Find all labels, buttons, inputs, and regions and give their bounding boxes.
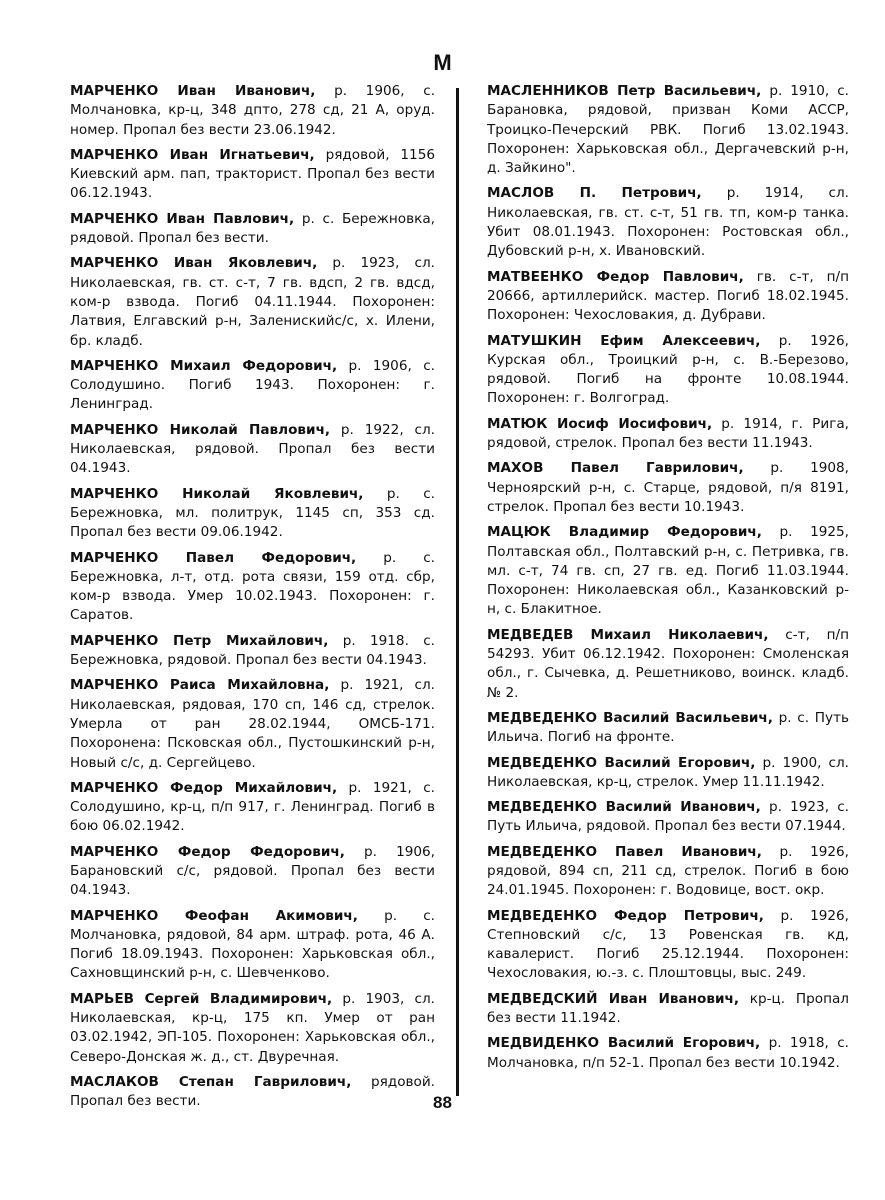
entry-text: р. 1922, сл. Николаевская, рядовой. Пропал без вести 04.1943. [70, 421, 435, 477]
entry-text: р. с. Путь Ильича. Погиб на фронте. [487, 709, 850, 746]
entry-text: р. 1921, с. Солодушино, кр-ц, п/п 917, г. Ленинград. Погиб в бою 06.02.1942. [70, 779, 435, 835]
entry [487, 990, 849, 1029]
entry [487, 798, 849, 837]
entry-text: р. 1918. с. Бережновка, рядовой. Пропал без вести 04.1943. [70, 632, 436, 669]
entry [70, 254, 435, 350]
entry [70, 990, 435, 1067]
entry [70, 779, 435, 837]
entry-name: МАРЧЕНКО Петр Михайлович, [70, 632, 329, 649]
section-letter: М [433, 50, 452, 75]
entry-name: МАСЛАКОВ Степан Гаврилович, [70, 1073, 352, 1090]
entry [487, 82, 849, 178]
entry-name: МАРЧЕНКО Иван Игнатьевич, [70, 146, 315, 163]
entry [487, 1034, 849, 1073]
entry-name: МЕДВЕДЕНКО Василий Иванович, [487, 799, 761, 816]
entry-text: гв. с-т, п/п 20666, артиллерийск. мастер. Погиб 18.02.1945. Похоронен: Чехословакия, д. Дубрави. [487, 268, 849, 324]
entry-name: МАРЧЕНКО Иван Иванович, [70, 83, 316, 99]
entry-text: р. 1908, Черноярский р-н, с. Старце, рядовой, п/я 8191, стрелок. Пропал без вести 10.1943. [487, 460, 849, 515]
entry-name: МАРЧЕНКО Иван Яковлевич, [70, 255, 318, 272]
entry-name: МЕДВЕДЕВ Михаил Николаевич, [487, 626, 769, 643]
entry-text: р. 1914, сл. Николаевская, гв. ст. с-т, 51 гв. тп, ком-р танка. Убит 08.01.1943. Похоронен: Ростовская обл., Дубовский р-н, х. Ивановский. [487, 185, 849, 260]
entry-name: МАХОВ Павел Гаврилович, [487, 460, 744, 477]
entry-text: р. 1921, сл. Николаевская, рядовая, 170 сп, 146 сд, стрелок. Умерла от ран 28.02.1944, ОМСБ-171. Похоронена: Псковская обл., Пустошкинский р-н, Новый с/с, д. Сергейцево. [70, 677, 435, 771]
entry [487, 415, 849, 454]
entry-text: р. 1906, с. Солодушино. Погиб 1943. Похоронен: г. Ленинград. [70, 357, 435, 413]
entry [487, 523, 849, 619]
entry-text: р. 1926, Степновский с/с, 13 Ровенская гв. кд, кавалерист. Погиб 25.12.1944. Похоронен: Чехословакия, ю.-з. с. Плоштовцы, выс. 249. [487, 907, 849, 982]
entry-text: рядовой, 1156 Киевский арм. пап, тракторист. Пропал без вести 06.12.1943. [70, 146, 436, 202]
entry-text: р. 1910, с. Барановка, рядовой, призван Коми АССР, Троицко-Печерский РВК. Погиб 13.02.1943. Похоронен: Харьковская обл., Дергачевский р-н, д. Зайкино". [487, 83, 849, 177]
entry-text: р. 1906, с. Молчановка, кр-ц, 348 дпто, 278 сд, 21 А, оруд. номер. Пропал без вести 23.06.1942. [70, 83, 436, 138]
entry-name: МАРЧЕНКО Федор Федорович, [70, 843, 345, 860]
entry [70, 907, 435, 984]
entry-name: МАРЧЕНКО Николай Павлович, [70, 421, 331, 438]
entry [487, 907, 849, 984]
entry-name: МАРЬЕВ Сергей Владимирович, [70, 990, 333, 1007]
entry-text: р. 1900, сл. Николаевская, кр-ц, стрелок. Умер 11.11.1942. [487, 754, 849, 790]
entry [70, 421, 435, 479]
entry-text: р. с. Бережновка, л-т, отд. рота связи, 159 отд. сбр, ком-р взвода. Умер 10.02.1943. Похоронен: г. Саратов. [70, 549, 435, 624]
entry-text: р. 1923, с. Путь Ильича, рядовой. Пропал без вести 07.1944. [487, 799, 849, 835]
entry-name: МАТВЕЕНКО Федор Павлович, [487, 268, 744, 285]
entry-text: р. 1903, сл. Николаевская, кр-ц, 175 кп. Умер от ран 03.02.1942, ЭП-105. Похоронен: Харьковская обл., Северо-Донская ж. д., ст. Двуречная. [70, 990, 435, 1065]
entry [70, 210, 435, 249]
entry-name: МЕДВЕДЕНКО Василий Егорович, [487, 754, 756, 771]
column-divider [456, 88, 459, 1096]
entry-text: р. 1926, Курская обл., Троицкий р-н, с. В.-Березово, рядовой. Погиб на фронте 10.08.1944. Похоронен: г. Волгоград. [487, 332, 849, 407]
entry-name: МАЦЮК Владимир Федорович, [487, 524, 762, 541]
entry-text: р. 1926, рядовой, 894 сп, 211 сд, стрелок. Погиб в бою 24.01.1945. Похоронен: г. Водовице, вост. окр. [487, 843, 850, 899]
entry-name: МАТЮК Иосиф Иосифович, [487, 415, 713, 432]
entry-text: р. с. Бережновка, мл. политрук, 1145 сп, 353 сд. Пропал без вести 09.06.1942. [70, 485, 435, 541]
entry [487, 459, 849, 517]
entry-name: МАРЧЕНКО Павел Федорович, [70, 549, 357, 566]
entry-name: МЕДВЕДЕНКО Федор Петрович, [487, 907, 764, 924]
entry-name: МАРЧЕНКО Николай Яковлевич, [70, 485, 364, 502]
entry [487, 843, 849, 901]
page-number: 88 [433, 1093, 452, 1112]
entry-text: р. 1923, сл. Николаевская, гв. ст. с-т, 7 гв. вдсп, 2 гв. вдсд, ком-р взвода. Погиб 04.11.1944. Похоронен: Латвия, Елгавский р-н, Заленискийс/с, х. Илени, бр. кладб. [70, 255, 435, 349]
entry-text: р. 1906, Барановский с/с, рядовой. Пропал без вести 04.1943. [70, 843, 435, 899]
entry-name: МАРЧЕНКО Раиса Михайловна, [70, 677, 330, 694]
entry-text: кр-ц. Пропал без вести 11.1942. [487, 990, 849, 1027]
entry [70, 843, 435, 901]
entry-name: МАТУШКИН Ефим Алексеевич, [487, 332, 761, 349]
entry-text: рядовой. Пропал без вести. [70, 1073, 435, 1110]
entry [487, 709, 849, 748]
entry [70, 357, 435, 415]
entry-text: р. 1914, г. Рига, рядовой, стрелок. Пропал без вести 11.1943. [487, 415, 849, 452]
entry [70, 82, 435, 140]
entry-text: р. 1918, с. Молчановка, п/п 52-1. Пропал без вести 10.1942. [487, 1035, 850, 1071]
right-column [487, 82, 849, 1079]
entry-name: МЕДВЕДЕНКО Василий Васильевич, [487, 709, 773, 726]
entry [487, 268, 849, 326]
entry-name: МАСЛЕННИКОВ Петр Васильевич, [487, 83, 762, 99]
entry [70, 146, 435, 204]
entry-name: МАСЛОВ П. Петрович, [487, 185, 702, 202]
entry [70, 485, 435, 543]
entry [70, 549, 435, 626]
entry-name: МАРЧЕНКО Феофан Акимович, [70, 907, 358, 924]
entry [70, 632, 435, 671]
entry-text: с-т, п/п 54293. Убит 06.12.1942. Похоронен: Смоленская обл., г. Сычевка, д. Решетниково, воинск. кладб. № 2. [487, 626, 849, 701]
entry-text: р. с. Бережновка, рядовой. Пропал без вести. [70, 210, 435, 247]
entry [487, 184, 849, 261]
left-column [70, 82, 435, 1118]
entry [70, 676, 435, 772]
entry-name: МЕДВЕДЕНКО Павел Иванович, [487, 843, 762, 860]
entry-name: МАРЧЕНКО Михаил Федорович, [70, 357, 338, 374]
entry-text: р. 1925, Полтавская обл., Полтавский р-н, с. Петривка, гв. мл. с-т, 74 гв. сп, 27 гв. ед. Погиб 11.03.1944. Похоронен: Николаевская обл., Казанковский р-н, с. Блакитное. [487, 524, 849, 618]
entry-name: МАРЧЕНКО Иван Павлович, [70, 210, 295, 227]
entry [487, 626, 849, 703]
entry-name: МАРЧЕНКО Федор Михайлович, [70, 779, 338, 796]
entry-name: МЕДВЕДСКИЙ Иван Иванович, [487, 990, 739, 1007]
entry-text: р. с. Молчановка, рядовой, 84 арм. штраф. рота, 46 А. Погиб 18.09.1943. Похоронен: Харьковская обл., Сахновщинский р-н, с. Шевченково. [70, 907, 435, 982]
entry [487, 754, 849, 793]
entry [487, 332, 849, 409]
entry-name: МЕДВИДЕНКО Василий Егорович, [487, 1035, 761, 1052]
